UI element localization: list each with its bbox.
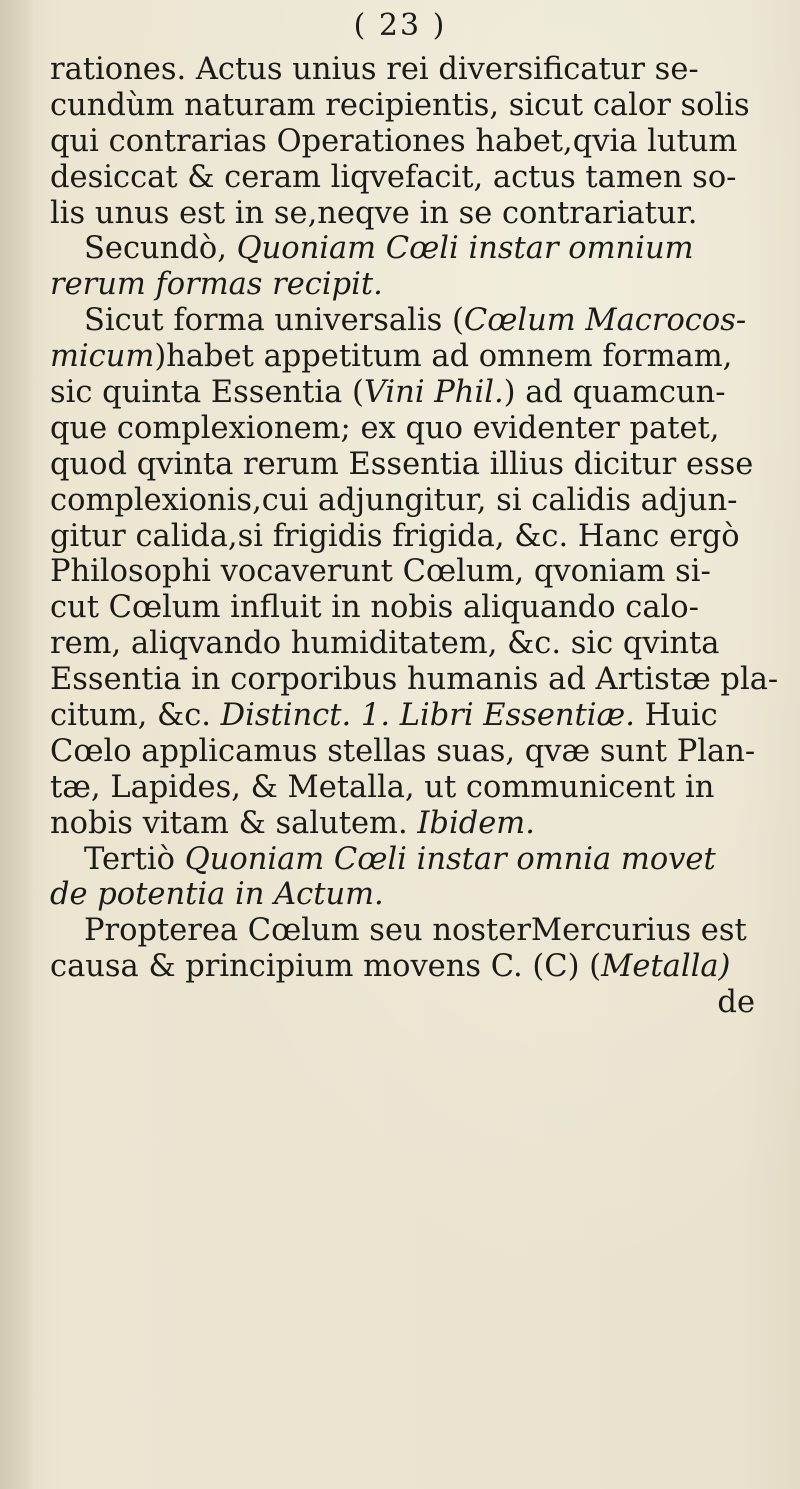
text-line: cundùm naturam recipientis, sicut calor solis: [50, 87, 750, 123]
text-line: complexionis,cui adjungitur, si calidis adjun-: [50, 482, 738, 518]
italic-phrase: Quoniam Cœli instar omnia movet: [184, 841, 716, 877]
italic-phrase: rerum formas recipit.: [50, 267, 383, 303]
italic-phrase: micum: [50, 339, 155, 375]
text-line: Secundò, Quoniam Cœli instar omnium: [84, 231, 694, 267]
text-line: desiccat & ceram liqvefacit, actus tamen so-: [50, 159, 737, 195]
text-line: Cœlo applicamus stellas suas, qvæ sunt Plan-: [50, 733, 756, 769]
body-text: [50, 52, 790, 1021]
italic-phrase: Cœlum Macrocos-: [463, 303, 747, 339]
page-number: ( 23 ): [353, 8, 447, 43]
text-line: tæ, Lapides, & Metalla, ut communicent in: [50, 769, 715, 805]
text-line: Essentia in corporibus humanis ad Artistæ pla-: [50, 662, 779, 698]
text-line: Philosophi vocaverunt Cœlum, qvoniam si-: [50, 554, 711, 590]
text-line: Propterea Cœlum seu nosterMercurius est: [84, 913, 747, 949]
italic-phrase: Vini Phil.: [363, 375, 504, 411]
text-line: causa & principium movens C. (C) (Metalla): [50, 949, 731, 985]
text-line: qui contrarias Operationes habet,qvia lutum: [50, 123, 738, 159]
text-line: gitur calida,si frigidis frigida, &c. Hanc ergò: [50, 518, 740, 554]
catchword: de: [717, 985, 755, 1021]
text-line: [50, 877, 790, 913]
text-line: quod qvinta rerum Essentia illius dicitur esse: [50, 446, 754, 482]
italic-phrase: Metalla): [601, 949, 731, 985]
italic-phrase: Quoniam Cœli instar omnium: [236, 231, 694, 267]
text-line: nobis vitam & salutem. Ibidem.: [50, 805, 535, 841]
text-line: lis unus est in se,neqve in se contrariatur.: [50, 195, 698, 231]
text-line: Sicut forma universalis (Cœlum Macrocos-: [84, 303, 747, 339]
page-gutter: [0, 0, 34, 1489]
text-line: citum, &c. Distinct. 1. Libri Essentiæ. Huic: [50, 698, 718, 734]
text-line: Tertiò Quoniam Cœli instar omnia movet: [84, 841, 716, 877]
italic-phrase: de potentia in Actum.: [50, 877, 384, 913]
text-line: sic quinta Essentia (Vini Phil.) ad quamcun-: [50, 375, 726, 411]
italic-phrase: Distinct. 1. Libri Essentiæ.: [220, 698, 635, 734]
text-line: micum)habet appetitum ad omnem formam,: [50, 339, 733, 375]
text-line: rationes. Actus unius rei diversificatur se-: [50, 52, 699, 87]
italic-phrase: Ibidem.: [417, 805, 535, 841]
text-line: que complexionem; ex quo evidenter patet,: [50, 410, 720, 446]
text-line: [50, 267, 790, 303]
text-line: cut Cœlum influit in nobis aliquando calo-: [50, 590, 699, 626]
text-line: rem, aliqvando humiditatem, &c. sic qvinta: [50, 626, 720, 662]
